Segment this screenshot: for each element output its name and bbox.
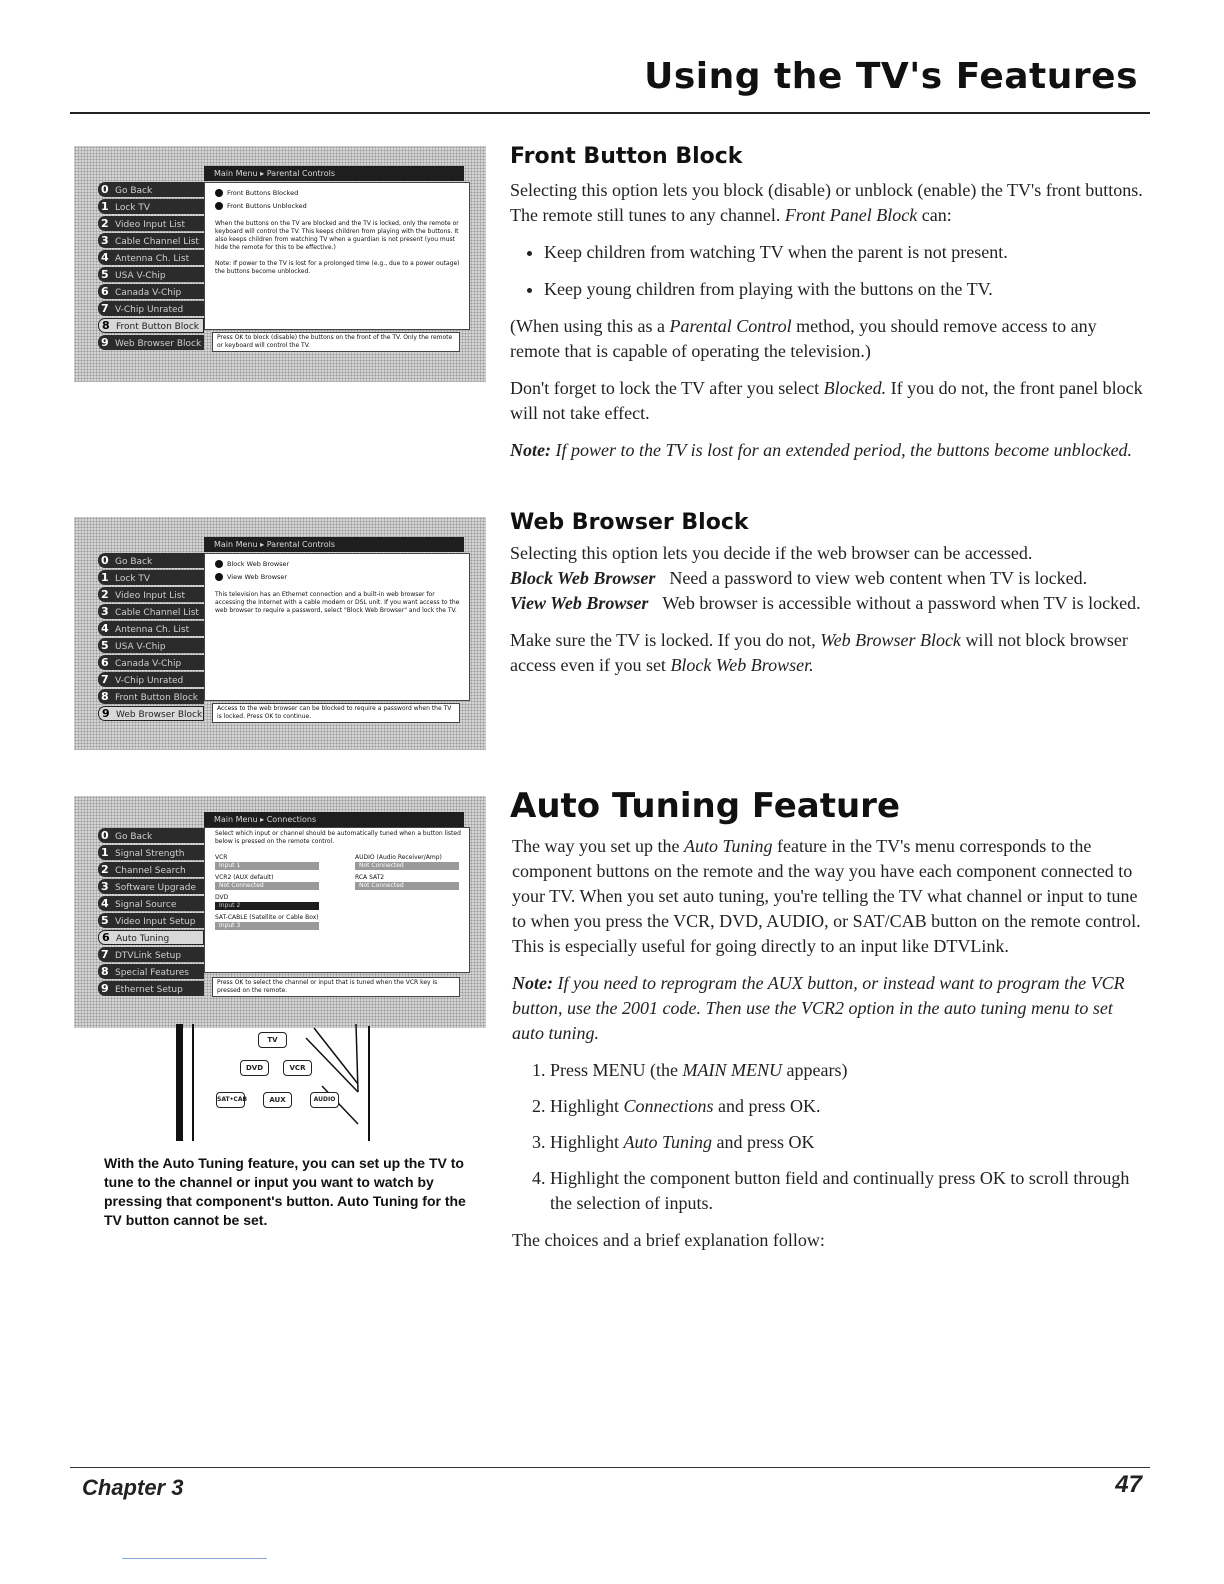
- radio-dot-icon: [215, 189, 223, 197]
- menu-item: 9 Web Browser Block: [98, 335, 204, 350]
- menu-item: 5 USA V-Chip: [98, 638, 204, 653]
- paragraph: The way you set up the Auto Tuning feature in the TV's menu corresponds to the component buttons on the remote and the way you have each component connected to your TV. When you set auto tuning, you're telling the TV what channel or input to tune to when you press the VCR, DVD, AUDIO, or SAT/CAB button on the remote control. This is especially useful for going directly to an input like DTVLink.: [512, 836, 1141, 956]
- panel-intro: Select which input or channel should be automatically tuned when a button listed below is pressed on the remote control.: [215, 830, 461, 845]
- remote-edge-left: [176, 1024, 183, 1141]
- note: Note: If power to the TV is lost for an extended period, the buttons become unblocked.: [510, 440, 1133, 460]
- menu-item: 2 Video Input List: [98, 216, 204, 231]
- menu-item: 9 Ethernet Setup: [98, 981, 204, 996]
- option-blocked: Front Buttons Blocked: [215, 189, 463, 197]
- footer-rule: [70, 1467, 1150, 1468]
- screenshot-auto-tuning: [74, 796, 486, 1028]
- bullet-item: • Keep children from watching TV when the parent is not present.: [544, 240, 1150, 265]
- menu-item-selected: 6 Auto Tuning: [98, 930, 204, 945]
- rcasat2-value: Not Connected: [355, 882, 459, 890]
- option-view-web-browser: View Web Browser: [215, 573, 463, 581]
- vcr-label: VCR: [215, 854, 228, 861]
- menu-list: [98, 828, 204, 998]
- satcable-value: Input 3: [215, 922, 319, 930]
- menu-list: [98, 182, 204, 352]
- panel-paragraph: When the buttons on the TV are blocked and the TV is locked, only the remote or keyboard will control the TV. This keeps children from playing with the buttons. It also keeps children from watching TV when a guardian is not present (you must hide the remote for this to be effective.): [215, 220, 459, 251]
- step-item: 1. Press MENU (the MAIN MENU appears): [550, 1058, 1148, 1083]
- rcasat2-label: RCA SAT2: [355, 874, 385, 881]
- panel-body: [204, 182, 470, 330]
- web-browser-block-heading: Web Browser Block: [510, 510, 749, 535]
- web-browser-block-body: [510, 541, 1150, 690]
- radio-dot-icon: [215, 573, 223, 581]
- audio-label: AUDIO (Audio Receiver/Amp): [355, 854, 442, 861]
- menu-item: 6 Canada V-Chip: [98, 284, 204, 299]
- menu-item: 0 Go Back: [98, 182, 204, 197]
- menu-item: 3 Cable Channel List: [98, 604, 204, 619]
- menu-item: 2 Channel Search: [98, 862, 204, 877]
- auto-tuning-heading: Auto Tuning Feature: [510, 786, 901, 826]
- header-rule: [70, 112, 1150, 114]
- menu-item-selected: 9 Web Browser Block: [98, 706, 204, 721]
- radio-dot-icon: [215, 202, 223, 210]
- screenshot-front-button-block: [74, 146, 486, 382]
- menu-item: 3 Cable Channel List: [98, 233, 204, 248]
- paragraph: Make sure the TV is locked. If you do not, Web Browser Block will not block browser access even if you set Block Web Browser.: [510, 630, 1128, 675]
- paragraph: Selecting this option lets you block (disable) or unblock (enable) the TV's front buttons. The remote still tunes to any channel. Front Panel Block can:: [510, 180, 1143, 225]
- footer-link-line: [122, 1558, 267, 1559]
- menu-list: [98, 553, 204, 723]
- menu-item: 1 Signal Strength: [98, 845, 204, 860]
- auto-tuning-body: [512, 834, 1148, 1265]
- panel-paragraph: This television has an Ethernet connection and a built-in web browser for accessing the Internet with a cable modem or DSL unit. If you want access to the web browser to require a password, select "Block Web Browser" and lock the TV.: [215, 591, 460, 614]
- vcr2-value: Not Connected: [215, 882, 319, 890]
- front-button-block-heading: Front Button Block: [510, 144, 743, 169]
- vcr-key: VCR: [283, 1060, 312, 1076]
- footer-chapter: Chapter 3: [82, 1475, 184, 1500]
- menu-item: 3 Software Upgrade: [98, 879, 204, 894]
- option-block-web-browser: Block Web Browser: [215, 560, 463, 568]
- page-number: 47: [1115, 1471, 1142, 1498]
- figure-caption: With the Auto Tuning feature, you can set up the TV to tune to the channel or input you want to watch by pressing that component's button. Auto Tuning for the TV button cannot be set.: [104, 1155, 466, 1228]
- satcab-key: SAT•CAB: [216, 1092, 245, 1108]
- menu-item: 8 Front Button Block: [98, 689, 204, 704]
- note: Note: If you need to reprogram the AUX button, or instead want to program the VCR button, use the 2001 code. Then use the VCR2 option in the auto tuning menu to set auto tuning.: [512, 973, 1125, 1043]
- paragraph: Don't forget to lock the TV after you select Blocked. If you do not, the front panel block will not take effect.: [510, 378, 1143, 423]
- audio-key: AUDIO: [310, 1092, 339, 1108]
- remote-edge-right: [368, 1026, 370, 1141]
- panel-body: [204, 827, 470, 973]
- front-button-block-body: [510, 178, 1150, 475]
- steps-list: [512, 1058, 1148, 1216]
- paragraph: (When using this as a Parental Control method, you should remove access to any remote that is capable of operating the television.): [510, 316, 1097, 361]
- panel-footer: Press OK to block (disable) the buttons on the front of the TV. Only the remote or keyboard will control the TV.: [212, 332, 460, 352]
- step-item: 2. Highlight Connections and press OK.: [550, 1094, 1148, 1119]
- paragraph: Selecting this option lets you decide if the web browser can be accessed.: [510, 543, 1033, 563]
- menu-item: 5 USA V-Chip: [98, 267, 204, 282]
- menu-item: 8 Special Features: [98, 964, 204, 979]
- bullet-list: [510, 240, 1150, 302]
- menu-item: 0 Go Back: [98, 828, 204, 843]
- menu-item: 7 DTVLink Setup: [98, 947, 204, 962]
- menu-item: 4 Antenna Ch. List: [98, 621, 204, 636]
- definition: View Web Browser Web browser is accessible without a password when TV is locked.: [510, 593, 1141, 613]
- menu-item: 7 V-Chip Unrated: [98, 301, 204, 316]
- dvd-value: Input 2: [215, 902, 319, 910]
- page-header-title: Using the TV's Features: [644, 56, 1138, 97]
- screenshot-web-browser-block: [74, 517, 486, 750]
- step-item: 4. Highlight the component button field and continually press OK to scroll through the selection of inputs.: [550, 1166, 1148, 1216]
- panel-footer: Access to the web browser can be blocked to require a password when the TV is locked. Press OK to continue.: [212, 703, 460, 723]
- definition: Block Web Browser Need a password to view web content when TV is locked.: [510, 568, 1088, 588]
- panel-title: Main Menu ▸ Connections: [204, 812, 464, 827]
- menu-item: 2 Video Input List: [98, 587, 204, 602]
- paragraph: The choices and a brief explanation follow:: [512, 1230, 825, 1250]
- option-unblocked: Front Buttons Unblocked: [215, 202, 463, 210]
- vcr-value: Input 1: [215, 862, 319, 870]
- panel-body: [204, 553, 470, 701]
- vcr2-label: VCR2 (AUX default): [215, 874, 274, 881]
- pointer-lines-icon: [286, 1024, 366, 1144]
- menu-item: 1 Lock TV: [98, 199, 204, 214]
- menu-item: 4 Antenna Ch. List: [98, 250, 204, 265]
- audio-value: Not Connected: [355, 862, 459, 870]
- remote-illustration: [176, 1024, 376, 1144]
- panel-title: Main Menu ▸ Parental Controls: [204, 537, 464, 552]
- menu-item: 5 Video Input Setup: [98, 913, 204, 928]
- panel-footer: Press OK to select the channel or input that is tuned when the VCR key is pressed on the remote.: [212, 977, 460, 997]
- menu-item: 1 Lock TV: [98, 570, 204, 585]
- remote-edge-inner: [192, 1024, 194, 1141]
- radio-dot-icon: [215, 560, 223, 568]
- tv-key: TV: [258, 1032, 287, 1048]
- panel-note: Note: If power to the TV is lost for a prolonged time (e.g., due to a power outage) the buttons become unblocked.: [215, 260, 460, 275]
- satcable-label: SAT-CABLE (Satellite or Cable Box): [215, 914, 319, 921]
- menu-item: 0 Go Back: [98, 553, 204, 568]
- dvd-label: DVD: [215, 894, 229, 901]
- menu-item-selected: 8 Front Button Block: [98, 318, 204, 333]
- step-item: 3. Highlight Auto Tuning and press OK: [550, 1130, 1148, 1155]
- aux-key: AUX: [263, 1092, 292, 1108]
- menu-item: 7 V-Chip Unrated: [98, 672, 204, 687]
- menu-item: 6 Canada V-Chip: [98, 655, 204, 670]
- dvd-key: DVD: [240, 1060, 269, 1076]
- bullet-item: • Keep young children from playing with the buttons on the TV.: [544, 277, 1150, 302]
- menu-item: 4 Signal Source: [98, 896, 204, 911]
- panel-title: Main Menu ▸ Parental Controls: [204, 166, 464, 181]
